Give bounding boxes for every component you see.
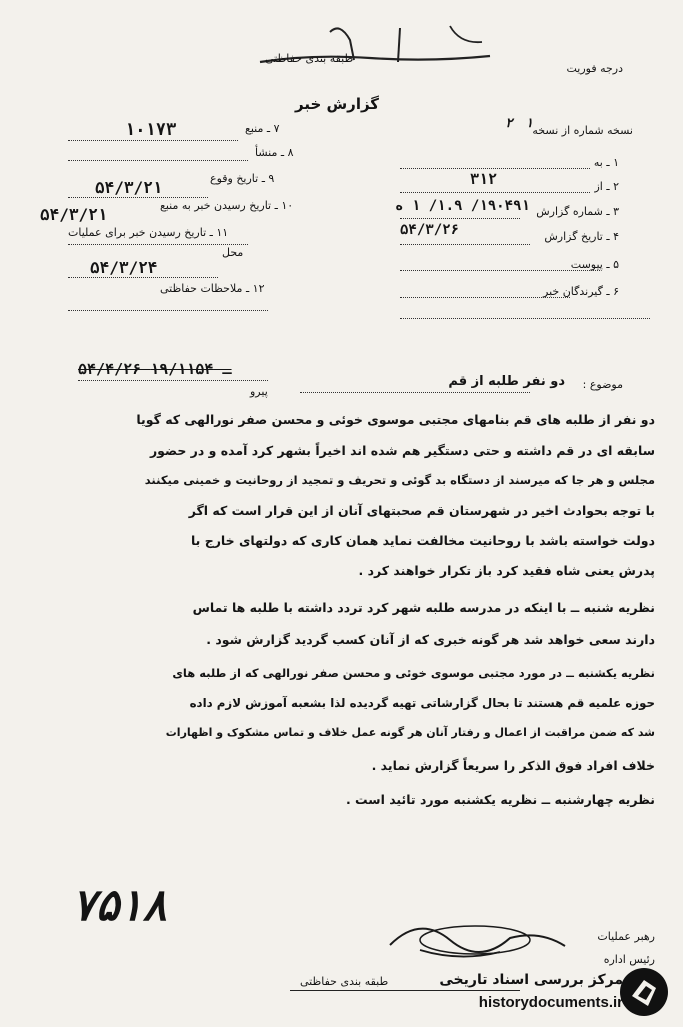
field-from-label: ۲ ـ از [594,180,619,193]
body-line: دو نفر از طلبه های قم بنامهای مجتبی موسوی خوئی و محسن صفر نورالهی که گویا [136,412,655,427]
field-to-label: ۱ ـ به [593,156,619,169]
subject-label: موضوع : [582,378,623,391]
subject-value: دو نفر طلبه از قم [448,374,565,389]
field-report-number-label: ۳ ـ شماره گزارش [536,205,619,218]
body-line: دولت خواسته باشد با روحانیت مخالفت نماید همان کاری که دولتهای خارج با [190,533,655,548]
body-line: پدرش یعنی شاه فقید کرد باز تکرار خواهند کرد . [358,563,655,578]
reference-line: ۵۴/۴/۲۶ ـ ۱۹/۱۱۵۴ [78,360,232,378]
field-security-notes-label: ۱۲ ـ ملاحظات حفاظتی [160,282,265,295]
field-from-value: ۳۱۲ [470,170,498,188]
copy-line: نسخه شماره از نسخه [532,124,633,137]
field-location-label: محل [222,246,244,259]
copy-handwriting: ۲ ۱ [505,116,533,131]
field-source-value: ۱۰۱۷۳ [125,120,177,140]
field-received-ops-label: ۱۱ ـ تاریخ رسیدن خبر برای عملیات [68,226,229,239]
field-received-ops-value: ۵۴/۳/۲۴ [90,258,158,277]
signature-label-operations: رهبر عملیات [597,930,655,943]
field-recipients-label: ۶ ـ گیرندگان خبر [543,285,619,298]
field-origin-label: ۸ ـ منشأ [255,146,294,159]
priority-label: درجه فوریت [566,62,623,75]
body-line: خلاف افراد فوق الذکر را سریعاً گزارش نماید . [371,758,655,773]
field-report-number-value: ۱۹۰۴۹۱/ ۱.۹/ ۱ ه [395,198,530,214]
signature-label-head: رئیس اداره [603,953,655,966]
reference-note: پیرو [250,385,268,398]
report-title: گزارش خبر [295,95,380,113]
field-attachment-label: ۵ ـ پیوست [570,258,619,271]
body-line: شد که ضمن مراقبت از اعمال و رفتار آنان هر گونه عمل خلاف و تماس مشکوک و اظهارات [165,726,655,739]
body-line: حوزه علمیه قم هستند تا بحال گزارشاتی تهیه گردیده لذا بشعبه آموزش لازم داده [189,696,655,710]
header-ink-strokes [250,14,530,74]
watermark-logo-icon [618,966,670,1018]
signature-stroke [380,910,580,970]
watermark-url: historydocuments.ir [478,994,623,1011]
body-line: مجلس و هر جا که میرسند از دستگاه بد گوئی و تحریف و تمجید از روحانیت و خمینی میکنند [144,473,655,487]
field-source-label: ۷ ـ منبع [245,122,280,135]
footer-classification: طبقه بندی حفاظتی [300,975,389,988]
field-occurrence-date-value: ۵۴/۳/۲۱ [95,178,163,197]
body-line: با توجه بحوادث اخیر در شهرستان قم صحبتهای آنان از این قرار است که اگر [188,503,655,518]
classification-header: طبقه بندی حفاظتی [265,52,354,65]
body-line: نظریه شنبه ــ با اینکه در مدرسه طلبه شهر کرد تردد داشته با طلبه ها تماس [192,600,655,615]
handwritten-number: ۷۵۱۸ [72,880,167,931]
body-line: نظریه یکشنبه ــ در مورد مجتبی موسوی خوئی و محسن صفر نورالهی که از طلبه های [172,666,655,680]
body-line: دارند سعی خواهد شد هر گونه خبری که از آنان کسب گردید گزارش شود . [206,632,655,647]
field-report-date-value: ۵۴/۳/۲۶ [400,222,460,238]
field-received-source-label: ۱۰ ـ تاریخ رسیدن خبر به منبع [160,199,294,212]
field-occurrence-date-label: ۹ ـ تاریخ وقوع [210,172,275,185]
field-received-source-value: ۵۴/۳/۲۱ [40,205,108,224]
watermark-name: مرکز بررسی اسناد تاریخی [439,972,623,988]
body-line: نظریه چهارشنبه ــ نظریه یکشنبه مورد تائید است . [345,792,655,807]
field-report-date-label: ۴ ـ تاریخ گزارش [544,230,619,243]
body-line: سابقه ای در قم داشته و حتی دستگیر هم شده اند اخیراً بشهر کرد آمده و در حضور [149,443,655,458]
